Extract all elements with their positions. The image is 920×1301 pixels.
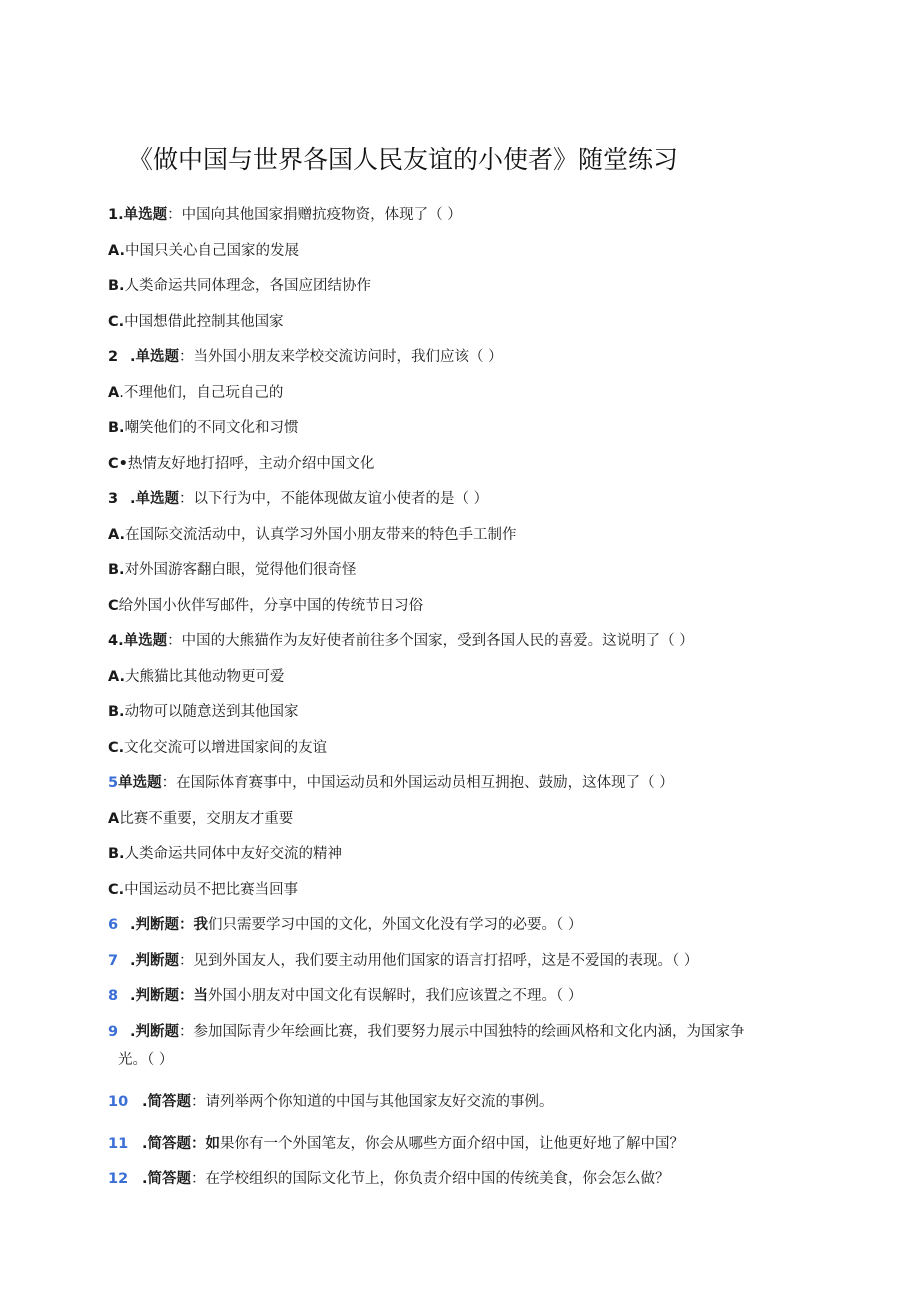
question-lead: 如 [205,1136,221,1152]
question-type: .判断题： [130,917,194,933]
question-number: 10 [108,1094,129,1110]
question-text: ：中国的大熊猫作为友好使者前往多个国家，受到各国人民的喜爱。这说明了（ ） [167,633,694,649]
option-c [108,311,808,333]
judge-question-7 [108,950,808,972]
option-key: A [108,811,120,827]
question-text: ：请列举两个你知道的中国与其他国家友好交流的事例。 [191,1094,554,1110]
question-text: ：见到外国友人，我们要主动用他们国家的语言打招呼，这是不爱国的表现。（ ） [179,953,699,969]
question-text: ：在国际体育赛事中，中国运动员和外国运动员相互拥抱、鼓励，这体现了（ ） [161,775,674,791]
option-key: A. [108,527,125,543]
option-text: 给外国小伙伴写邮件，分享中国的传统节日习俗 [118,598,424,614]
option-c [108,737,808,759]
option-key: C [108,598,119,614]
question-type: .单选题 [130,491,180,507]
question-type: .单选题 [130,349,180,365]
question-number: 5 [108,775,119,791]
option-text: 热情友好地打招呼，主动介绍中国文化 [127,456,375,472]
question-type: .简答题： [142,1136,206,1152]
question-text: 们只需要学习中国的文化，外国文化没有学习的必要。（ ） [208,917,583,933]
question-number: 2 [108,349,119,365]
short-question-10 [108,1091,808,1113]
question-5 [108,772,808,794]
question-number: 12 [108,1171,129,1187]
question-number: 11 [108,1136,129,1152]
question-number: 7 [108,953,119,969]
judge-question-6 [108,914,808,936]
question-number: 4. [108,633,124,649]
page-title: 《做中国与世界各国人民友谊的小使者》随堂练习 [128,145,679,174]
question-lead: 当 [193,988,209,1004]
question-1 [108,204,808,226]
question-type: 单选题 [123,633,168,649]
option-b [108,275,808,297]
option-a [108,666,808,688]
option-text: 嘲笑他们的不同文化和习惯 [124,420,299,436]
question-type: .判断题： [130,988,194,1004]
option-c [108,453,808,475]
option-key: C. [108,740,125,756]
option-key: C• [108,456,128,472]
judge-question-8 [108,985,808,1007]
question-text: ：以下行为中，不能体现做友谊小使者的是（ ） [179,491,489,507]
option-b [108,701,808,723]
question-3 [108,488,808,510]
option-key: B. [108,562,125,578]
question-text: ：在学校组织的国际文化节上，你负责介绍中国的传统美食，你会怎么做？ [191,1171,670,1187]
option-key: A [108,385,120,401]
question-4 [108,630,808,652]
option-text: .不理他们，自己玩自己的 [119,385,284,401]
option-text: 对外国游客翻白眼，觉得他们很奇怪 [124,562,357,578]
question-text-continued: 光。（ ） [118,1052,174,1068]
option-text: 比赛不重要，交朋友才重要 [119,811,294,827]
option-text: 动物可以随意送到其他国家 [124,704,299,720]
option-key: B. [108,846,125,862]
question-type: .简答题 [142,1171,192,1187]
judge-question-9 [108,1021,808,1043]
question-type: .简答题 [142,1094,192,1110]
option-key: B. [108,704,125,720]
option-text: 人类命运共同体中友好交流的精神 [124,846,343,862]
option-a [108,382,808,404]
option-key: A. [108,669,125,685]
option-key: A. [108,243,125,259]
question-number: 9 [108,1024,119,1040]
question-number: 3 [108,491,119,507]
question-lead: 我 [193,917,209,933]
option-key: B. [108,420,125,436]
option-a [108,240,808,262]
question-number: 1. [108,207,124,223]
question-text: ：中国向其他国家捐赠抗疫物资，体现了（ ） [167,207,462,223]
short-question-11 [108,1133,808,1155]
option-text: 中国运动员不把比赛当回事 [124,882,299,898]
question-text: ：当外国小朋友来学校交流访问时，我们应该（ ） [179,349,503,365]
question-type: 单选题 [118,775,162,791]
question-text: 果你有一个外国笔友，你会从哪些方面介绍中国，让他更好地了解中国？ [220,1136,685,1152]
question-number: 8 [108,988,119,1004]
option-c [108,595,808,617]
option-text: 文化交流可以增进国家间的友谊 [124,740,328,756]
option-text: 人类命运共同体理念，各国应团结协作 [124,278,372,294]
option-key: C. [108,314,125,330]
option-key: B. [108,278,125,294]
question-text: 外国小朋友对中国文化有误解时，我们应该置之不理。（ ） [208,988,583,1004]
option-c [108,879,808,901]
option-b [108,843,808,865]
option-key: C. [108,882,125,898]
option-text: 中国只关心自己国家的发展 [125,243,299,259]
judge-question-9-continued [118,1049,818,1071]
short-question-12 [108,1168,808,1190]
option-b [108,417,808,439]
option-text: 中国想借此控制其他国家 [124,314,284,330]
question-type: 单选题 [123,207,168,223]
question-number: 6 [108,917,119,933]
question-2 [108,346,808,368]
option-text: 在国际交流活动中，认真学习外国小朋友带来的特色手工制作 [125,527,517,543]
option-a [108,524,808,546]
option-text: 大熊猫比其他动物更可爱 [125,669,285,685]
question-text: ：参加国际青少年绘画比赛，我们要努力展示中国独特的绘画风格和文化内涵，为国家争 [179,1024,745,1040]
option-b [108,559,808,581]
option-a [108,808,808,830]
question-type: .判断题 [130,1024,180,1040]
question-type: .判断题 [130,953,180,969]
